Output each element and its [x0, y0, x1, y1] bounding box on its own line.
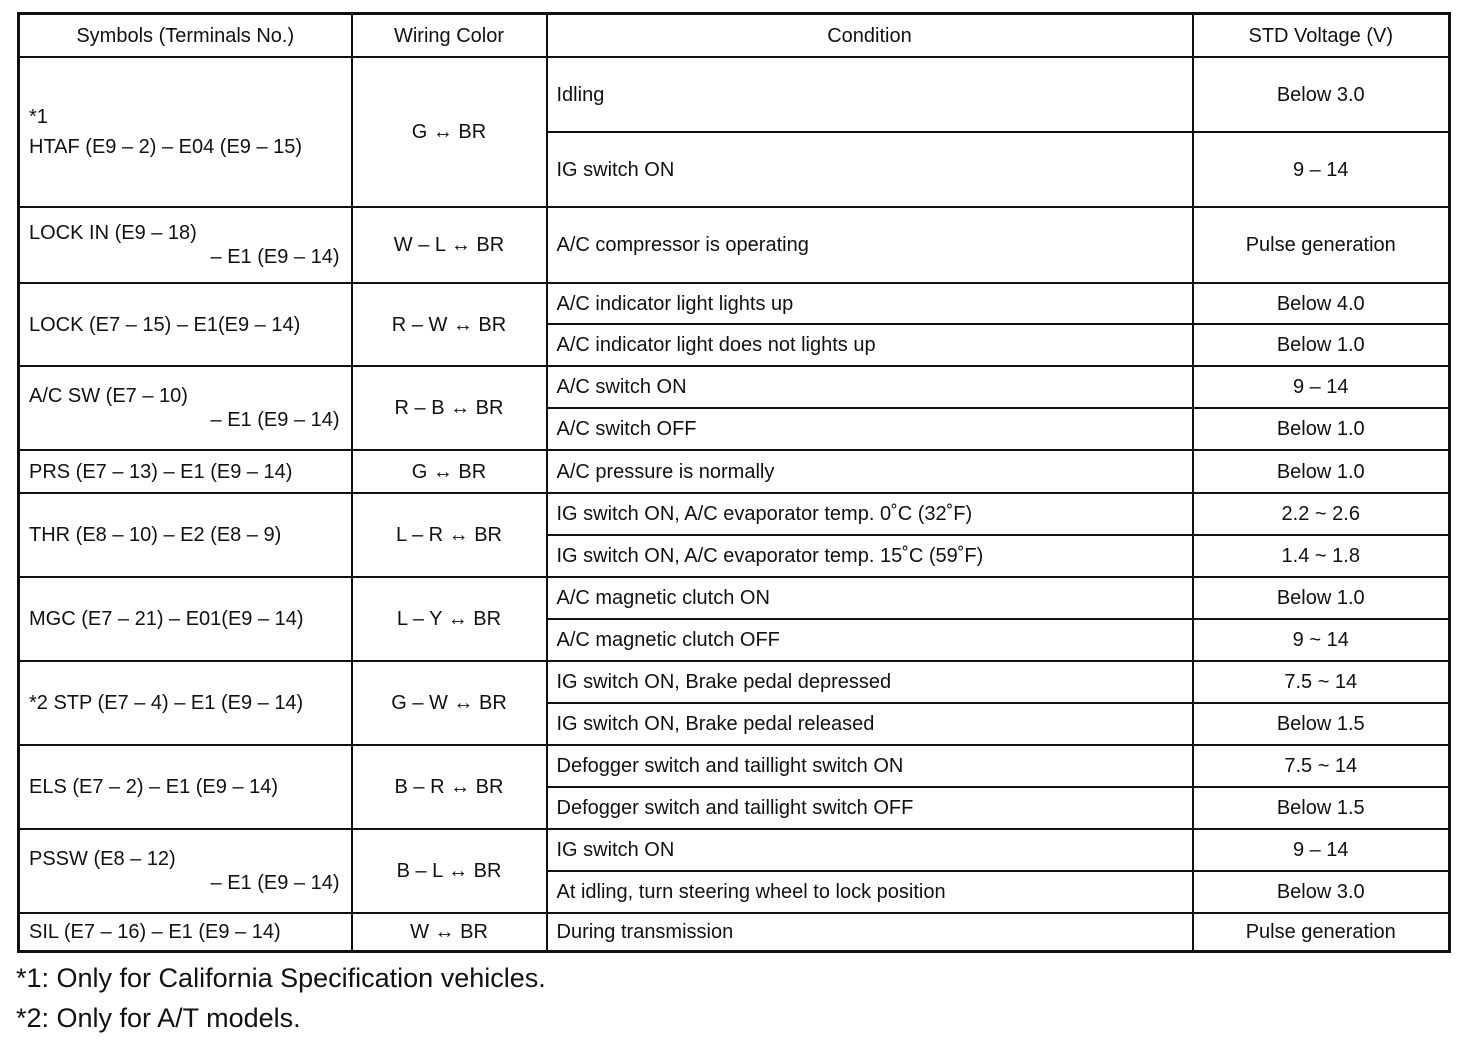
symbol-note: *1 — [29, 106, 48, 128]
symbol-line: SIL (E7 – 16) – E1 (E9 – 14) — [29, 920, 281, 943]
condition-cell: IG switch ON, A/C evaporator temp. 15˚C (59˚F) — [547, 535, 1193, 577]
symbol-line: MGC (E7 – 21) – E01(E9 – 14) — [29, 608, 304, 630]
voltage-cell: Below 1.0 — [1193, 324, 1450, 366]
symbol-line-continued: – E1 (E9 – 14) — [210, 246, 340, 268]
voltage-cell: 9 – 14 — [1193, 132, 1450, 207]
terminal-voltage-table — [17, 12, 1451, 953]
table-row — [19, 913, 1450, 951]
voltage-cell: Below 3.0 — [1193, 871, 1450, 913]
table-row — [19, 829, 1450, 871]
symbol-line: LOCK IN (E9 – 18) — [29, 222, 197, 244]
symbol-cell — [19, 913, 352, 951]
table-row — [19, 366, 1450, 408]
wiring-color-cell: L – R ↔ BR — [352, 493, 547, 577]
condition-cell: During transmission — [547, 913, 1193, 951]
wiring-color-cell: G – W ↔ BR — [352, 661, 547, 745]
header-symbols: Symbols (Terminals No.) — [19, 14, 352, 58]
symbol-line: *2 STP (E7 – 4) – E1 (E9 – 14) — [29, 692, 304, 714]
voltage-cell: Below 1.0 — [1193, 408, 1450, 450]
condition-cell: A/C compressor is operating — [547, 207, 1193, 283]
condition-cell: A/C magnetic clutch OFF — [547, 619, 1193, 661]
symbol-cell — [19, 745, 352, 829]
condition-cell: IG switch ON, Brake pedal depressed — [547, 661, 1193, 703]
symbol-cell — [19, 577, 352, 661]
symbol-line-continued: – E1 (E9 – 14) — [210, 409, 340, 431]
symbol-cell — [19, 283, 352, 366]
symbol-cell — [19, 829, 352, 913]
wiring-color-cell: W – L ↔ BR — [352, 207, 547, 283]
table-row — [19, 207, 1450, 283]
symbol-cell — [19, 366, 352, 450]
symbol-line: ELS (E7 – 2) – E1 (E9 – 14) — [29, 776, 279, 798]
wiring-color-cell: W ↔ BR — [352, 913, 547, 951]
voltage-cell: Below 3.0 — [1193, 57, 1450, 132]
symbol-line: HTAF (E9 – 2) – E04 (E9 – 15) — [29, 136, 303, 158]
symbol-line: THR (E8 – 10) – E2 (E8 – 9) — [29, 524, 282, 546]
wiring-color-cell: G ↔ BR — [352, 57, 547, 207]
wiring-color-cell: B – L ↔ BR — [352, 829, 547, 913]
wiring-color-cell: L – Y ↔ BR — [352, 577, 547, 661]
symbol-cell — [19, 450, 352, 493]
voltage-cell: 7.5 ~ 14 — [1193, 745, 1450, 787]
table-row — [19, 745, 1450, 787]
condition-cell: A/C indicator light lights up — [547, 283, 1193, 324]
symbol-line: PSSW (E8 – 12) — [29, 848, 176, 870]
wiring-color-cell: G ↔ BR — [352, 450, 547, 493]
condition-cell: Defogger switch and taillight switch ON — [547, 745, 1193, 787]
condition-cell: IG switch ON, Brake pedal released — [547, 703, 1193, 745]
table-row — [19, 493, 1450, 535]
condition-cell: A/C pressure is normally — [547, 450, 1193, 493]
voltage-cell: 2.2 ~ 2.6 — [1193, 493, 1450, 535]
voltage-cell: Below 1.5 — [1193, 703, 1450, 745]
voltage-cell: Below 1.0 — [1193, 577, 1450, 619]
header-row — [19, 14, 1450, 58]
condition-cell: IG switch ON, A/C evaporator temp. 0˚C (32˚F) — [547, 493, 1193, 535]
condition-cell: IG switch ON — [547, 829, 1193, 871]
symbol-cell — [19, 661, 352, 745]
header-condition: Condition — [547, 14, 1193, 58]
symbol-line: A/C SW (E7 – 10) — [29, 385, 188, 407]
voltage-cell: Pulse generation — [1193, 207, 1450, 283]
voltage-cell: Below 1.5 — [1193, 787, 1450, 829]
wiring-color-cell: R – W ↔ BR — [352, 283, 547, 366]
condition-cell: IG switch ON — [547, 132, 1193, 207]
voltage-cell: 9 ~ 14 — [1193, 619, 1450, 661]
footnote-california: *1: Only for California Specification vehicles. — [16, 963, 546, 993]
table-row — [19, 661, 1450, 703]
condition-cell: A/C switch ON — [547, 366, 1193, 408]
condition-cell: A/C indicator light does not lights up — [547, 324, 1193, 366]
condition-cell: Defogger switch and taillight switch OFF — [547, 787, 1193, 829]
condition-cell: Idling — [547, 57, 1193, 132]
voltage-cell: 7.5 ~ 14 — [1193, 661, 1450, 703]
symbol-cell — [19, 57, 352, 207]
condition-cell: A/C switch OFF — [547, 408, 1193, 450]
footnote-at-models: *2: Only for A/T models. — [16, 1003, 301, 1033]
header-wiring-color: Wiring Color — [352, 14, 547, 58]
voltage-cell: 9 – 14 — [1193, 829, 1450, 871]
condition-cell: A/C magnetic clutch ON — [547, 577, 1193, 619]
voltage-cell: Pulse generation — [1193, 913, 1450, 951]
voltage-cell: Below 1.0 — [1193, 450, 1450, 493]
voltage-cell: 9 – 14 — [1193, 366, 1450, 408]
symbol-cell — [19, 493, 352, 577]
condition-cell: At idling, turn steering wheel to lock position — [547, 871, 1193, 913]
table-row — [19, 57, 1450, 132]
wiring-color-cell: R – B ↔ BR — [352, 366, 547, 450]
symbol-line-continued: – E1 (E9 – 14) — [210, 872, 340, 894]
voltage-cell: Below 4.0 — [1193, 283, 1450, 324]
table-row — [19, 450, 1450, 493]
footnotes — [16, 958, 546, 1038]
table-row — [19, 577, 1450, 619]
wiring-color-cell: B – R ↔ BR — [352, 745, 547, 829]
symbol-line: PRS (E7 – 13) – E1 (E9 – 14) — [29, 460, 293, 483]
voltage-cell: 1.4 ~ 1.8 — [1193, 535, 1450, 577]
symbol-cell — [19, 207, 352, 283]
header-std-voltage: STD Voltage (V) — [1193, 14, 1450, 58]
table-row — [19, 283, 1450, 324]
symbol-line: LOCK (E7 – 15) – E1(E9 – 14) — [29, 313, 301, 336]
